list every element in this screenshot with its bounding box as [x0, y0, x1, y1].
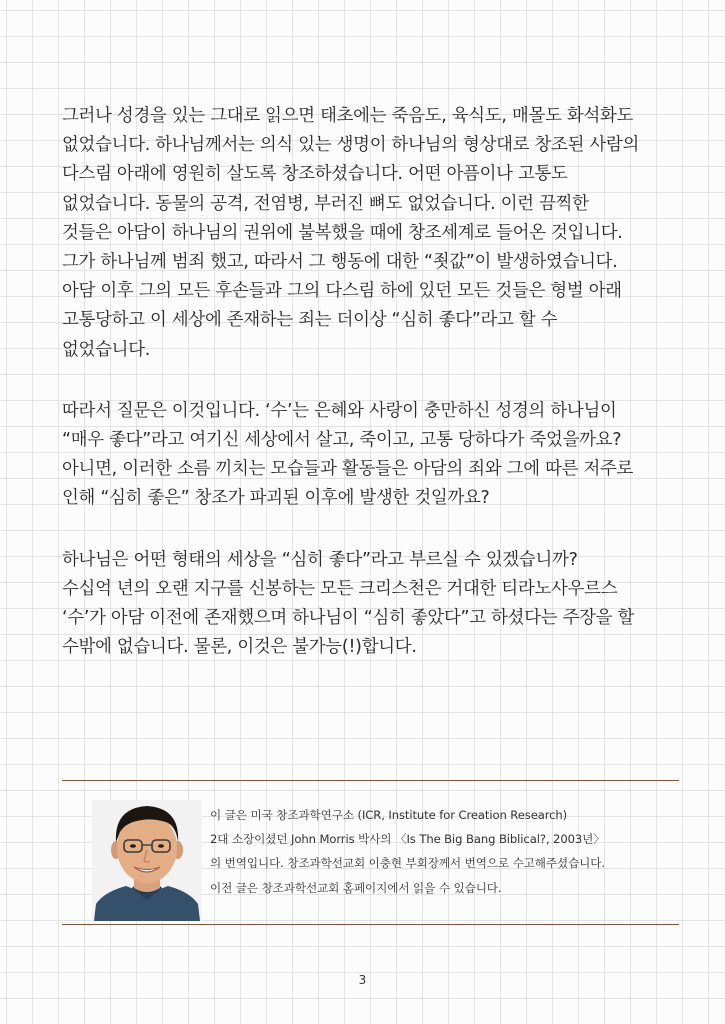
credit-line: 이전 글은 창조과학선교회 홈페이지에서 읽을 수 있습니다. — [210, 880, 502, 895]
paragraph — [62, 546, 677, 663]
paragraph — [62, 102, 677, 365]
text-line: 따라서 질문은 이것입니다. ‘수’는 은혜와 사랑이 충만하신 성경의 하나님이 — [62, 400, 617, 421]
text-line: 것들은 아담이 하나님의 권위에 불복했을 때에 창조세계로 들어온 것입니다. — [62, 222, 623, 243]
text-line: 아니면, 이러한 소름 끼치는 모습들과 활동들은 아담의 죄와 그에 따른 저주로 — [62, 459, 634, 480]
text-line: 없었습니다. 동물의 공격, 전염병, 부러진 뼈도 없었습니다. 이런 끔찍한 — [62, 193, 589, 214]
page-number: 3 — [358, 973, 367, 987]
divider-top — [62, 780, 679, 781]
text-line: 수밖에 없습니다. 물론, 이것은 불가능(!)합니다. — [62, 637, 417, 658]
text-line: 그러나 성경을 있는 그대로 읽으면 태초에는 죽음도, 육식도, 매몰도 화석화도 — [62, 106, 634, 126]
text-line: ‘수’가 아담 이전에 존재했으며 하나님이 “심히 좋았다”고 하셨다는 주장을 할 — [62, 608, 635, 629]
text-line: 없었습니다. — [62, 339, 151, 360]
text-line: 인해 “심히 좋은” 창조가 파괴된 이후에 발생한 것일까요? — [62, 488, 490, 509]
paragraph — [62, 397, 677, 514]
credit-line: 2대 소장이셨던 John Morris 박사의 〈Is The Big Bang Biblical?, 2003년〉 — [210, 832, 605, 847]
author-photo — [92, 800, 202, 921]
text-line: 다스림 아래에 영원히 살도록 창조하셨습니다. 어떤 아픔이나 고통도 — [62, 164, 568, 185]
divider-bottom — [62, 924, 679, 925]
text-line: 그가 하나님께 범죄 했고, 따라서 그 행동에 대한 “죗값”이 발생하였습니다. — [62, 252, 618, 273]
text-line: 하나님은 어떤 형태의 세상을 “심히 좋다”라고 부르실 수 있겠습니까? — [62, 549, 578, 570]
credit-line: 이 글은 미국 창조과학연구소 (ICR, Institute for Creation Research) — [210, 808, 568, 822]
article-body — [62, 102, 677, 662]
text-line: 수십억 년의 오랜 지구를 신봉하는 모든 크리스천은 거대한 티라노사우르스 — [62, 578, 618, 599]
text-line: 없었습니다. 하나님께서는 의식 있는 생명이 하나님의 형상대로 창조된 사람의 — [62, 135, 640, 156]
credit-line: 의 번역입니다. 창조과학선교회 이충현 부회장께서 번역으로 수고해주셨습니다. — [210, 856, 605, 871]
text-line: 고통당하고 이 세상에 존재하는 죄는 더이상 “심히 좋다”라고 할 수 — [62, 310, 558, 331]
translation-credit — [210, 803, 680, 900]
text-line: “매우 좋다”라고 여기신 세상에서 살고, 죽이고, 고통 당하다가 죽었을까요? — [62, 430, 622, 451]
text-line: 아담 이후 그의 모든 후손들과 그의 다스림 하에 있던 모든 것들은 형벌 아래 — [62, 281, 622, 302]
